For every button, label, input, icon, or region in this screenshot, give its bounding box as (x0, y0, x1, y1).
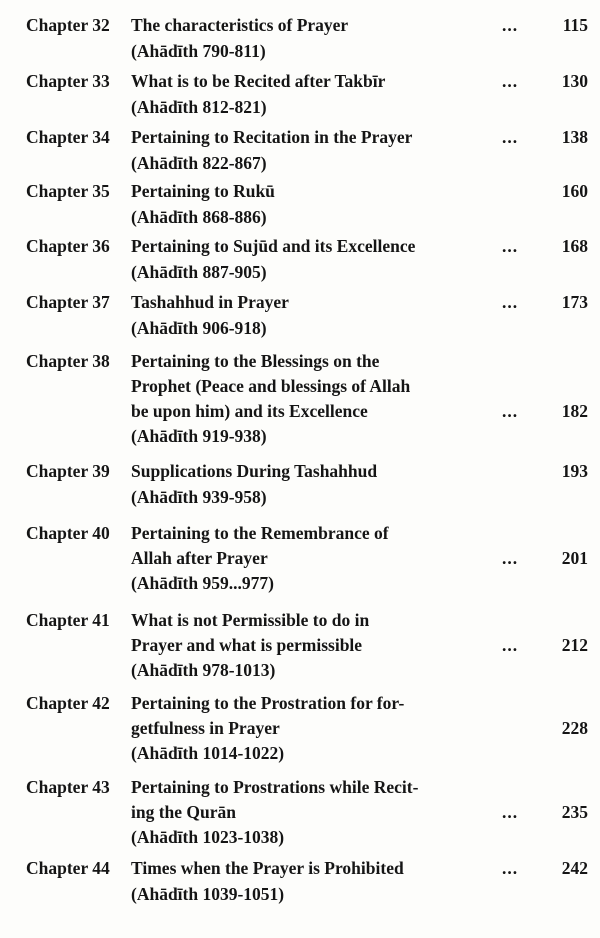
ahadith-range: (Ahādīth 1039-1051) (131, 884, 285, 904)
ahadith-range: (Ahādīth 959...977) (131, 573, 274, 593)
chapter-title-line-2: Prayer and what is permissible (131, 635, 363, 655)
ahadith-range: (Ahādīth 1014-1022) (131, 743, 285, 763)
page-number: 201 (561, 548, 588, 568)
dot-leader: ... (501, 71, 519, 91)
chapter-title: What is to be Recited after Takbīr (131, 71, 386, 91)
chapter-title: Times when the Prayer is Prohibited (131, 858, 404, 878)
ahadith-range: (Ahādīth 978-1013) (131, 660, 276, 680)
page-number: 130 (561, 71, 588, 91)
chapter-title-line-1: Pertaining to the Remembrance of (131, 523, 389, 543)
chapter-title: The characteristics of Prayer (131, 15, 349, 35)
page-number: 193 (561, 461, 588, 481)
page-number: 168 (561, 236, 588, 256)
page-number: 235 (561, 802, 588, 822)
dot-leader: ... (501, 802, 519, 822)
dot-leader: ... (501, 858, 519, 878)
chapter-title: Tashahhud in Prayer (131, 292, 289, 312)
chapter-title: Pertaining to Rukū (131, 181, 275, 201)
chapter-title-line-3: be upon him) and its Excellence (131, 401, 368, 421)
chapter-number: Chapter 35 (26, 181, 110, 201)
ahadith-range: (Ahādīth 1023-1038) (131, 827, 285, 847)
page-number: 173 (561, 292, 588, 312)
ahadith-range: (Ahādīth 868-886) (131, 207, 267, 227)
chapter-number: Chapter 41 (26, 610, 110, 630)
chapter-title-line-1: Pertaining to the Prostration for for- (131, 693, 405, 713)
chapter-number: Chapter 36 (26, 236, 110, 256)
chapter-title: Supplications During Tashahhud (131, 461, 378, 481)
chapter-number: Chapter 39 (26, 461, 110, 481)
page-number: 115 (562, 15, 588, 35)
ahadith-range: (Ahādīth 919-938) (131, 426, 267, 446)
ahadith-range: (Ahādīth 790-811) (131, 41, 266, 61)
chapter-title-line-1: Pertaining to the Blessings on the (131, 351, 380, 371)
chapter-number: Chapter 42 (26, 693, 110, 713)
chapter-title: Pertaining to Recitation in the Prayer (131, 127, 413, 147)
chapter-title-line-2: getfulness in Prayer (131, 718, 280, 738)
chapter-number: Chapter 32 (26, 15, 110, 35)
page-number: 242 (561, 858, 588, 878)
ahadith-range: (Ahādīth 887-905) (131, 262, 267, 282)
page-number: 182 (561, 401, 588, 421)
dot-leader: ... (501, 15, 519, 35)
chapter-number: Chapter 34 (26, 127, 110, 147)
chapter-number: Chapter 37 (26, 292, 110, 312)
chapter-title-line-1: What is not Permissible to do in (131, 610, 370, 630)
ahadith-range: (Ahādīth 822-867) (131, 153, 267, 173)
page-number: 228 (561, 718, 588, 738)
chapter-title-line-2: Prophet (Peace and blessings of Allah (131, 376, 411, 396)
chapter-number: Chapter 40 (26, 523, 110, 543)
chapter-title-line-2: Allah after Prayer (131, 548, 268, 568)
dot-leader: ... (501, 127, 519, 147)
chapter-title-line-2: ing the Qurān (131, 802, 237, 822)
chapter-number: Chapter 33 (26, 71, 110, 91)
dot-leader: ... (501, 635, 519, 655)
dot-leader: ... (501, 401, 519, 421)
chapter-number: Chapter 38 (26, 351, 110, 371)
ahadith-range: (Ahādīth 906-918) (131, 318, 267, 338)
chapter-number: Chapter 44 (26, 858, 110, 878)
ahadith-range: (Ahādīth 939-958) (131, 487, 267, 507)
page-number: 160 (561, 181, 588, 201)
chapter-title: Pertaining to Sujūd and its Excellence (131, 236, 416, 256)
ahadith-range: (Ahādīth 812-821) (131, 97, 267, 117)
page-number: 138 (561, 127, 588, 147)
chapter-number: Chapter 43 (26, 777, 110, 797)
dot-leader: ... (501, 236, 519, 256)
dot-leader: ... (501, 548, 519, 568)
chapter-title-line-1: Pertaining to Prostrations while Recit- (131, 777, 419, 797)
page-number: 212 (561, 635, 588, 655)
dot-leader: ... (501, 292, 519, 312)
